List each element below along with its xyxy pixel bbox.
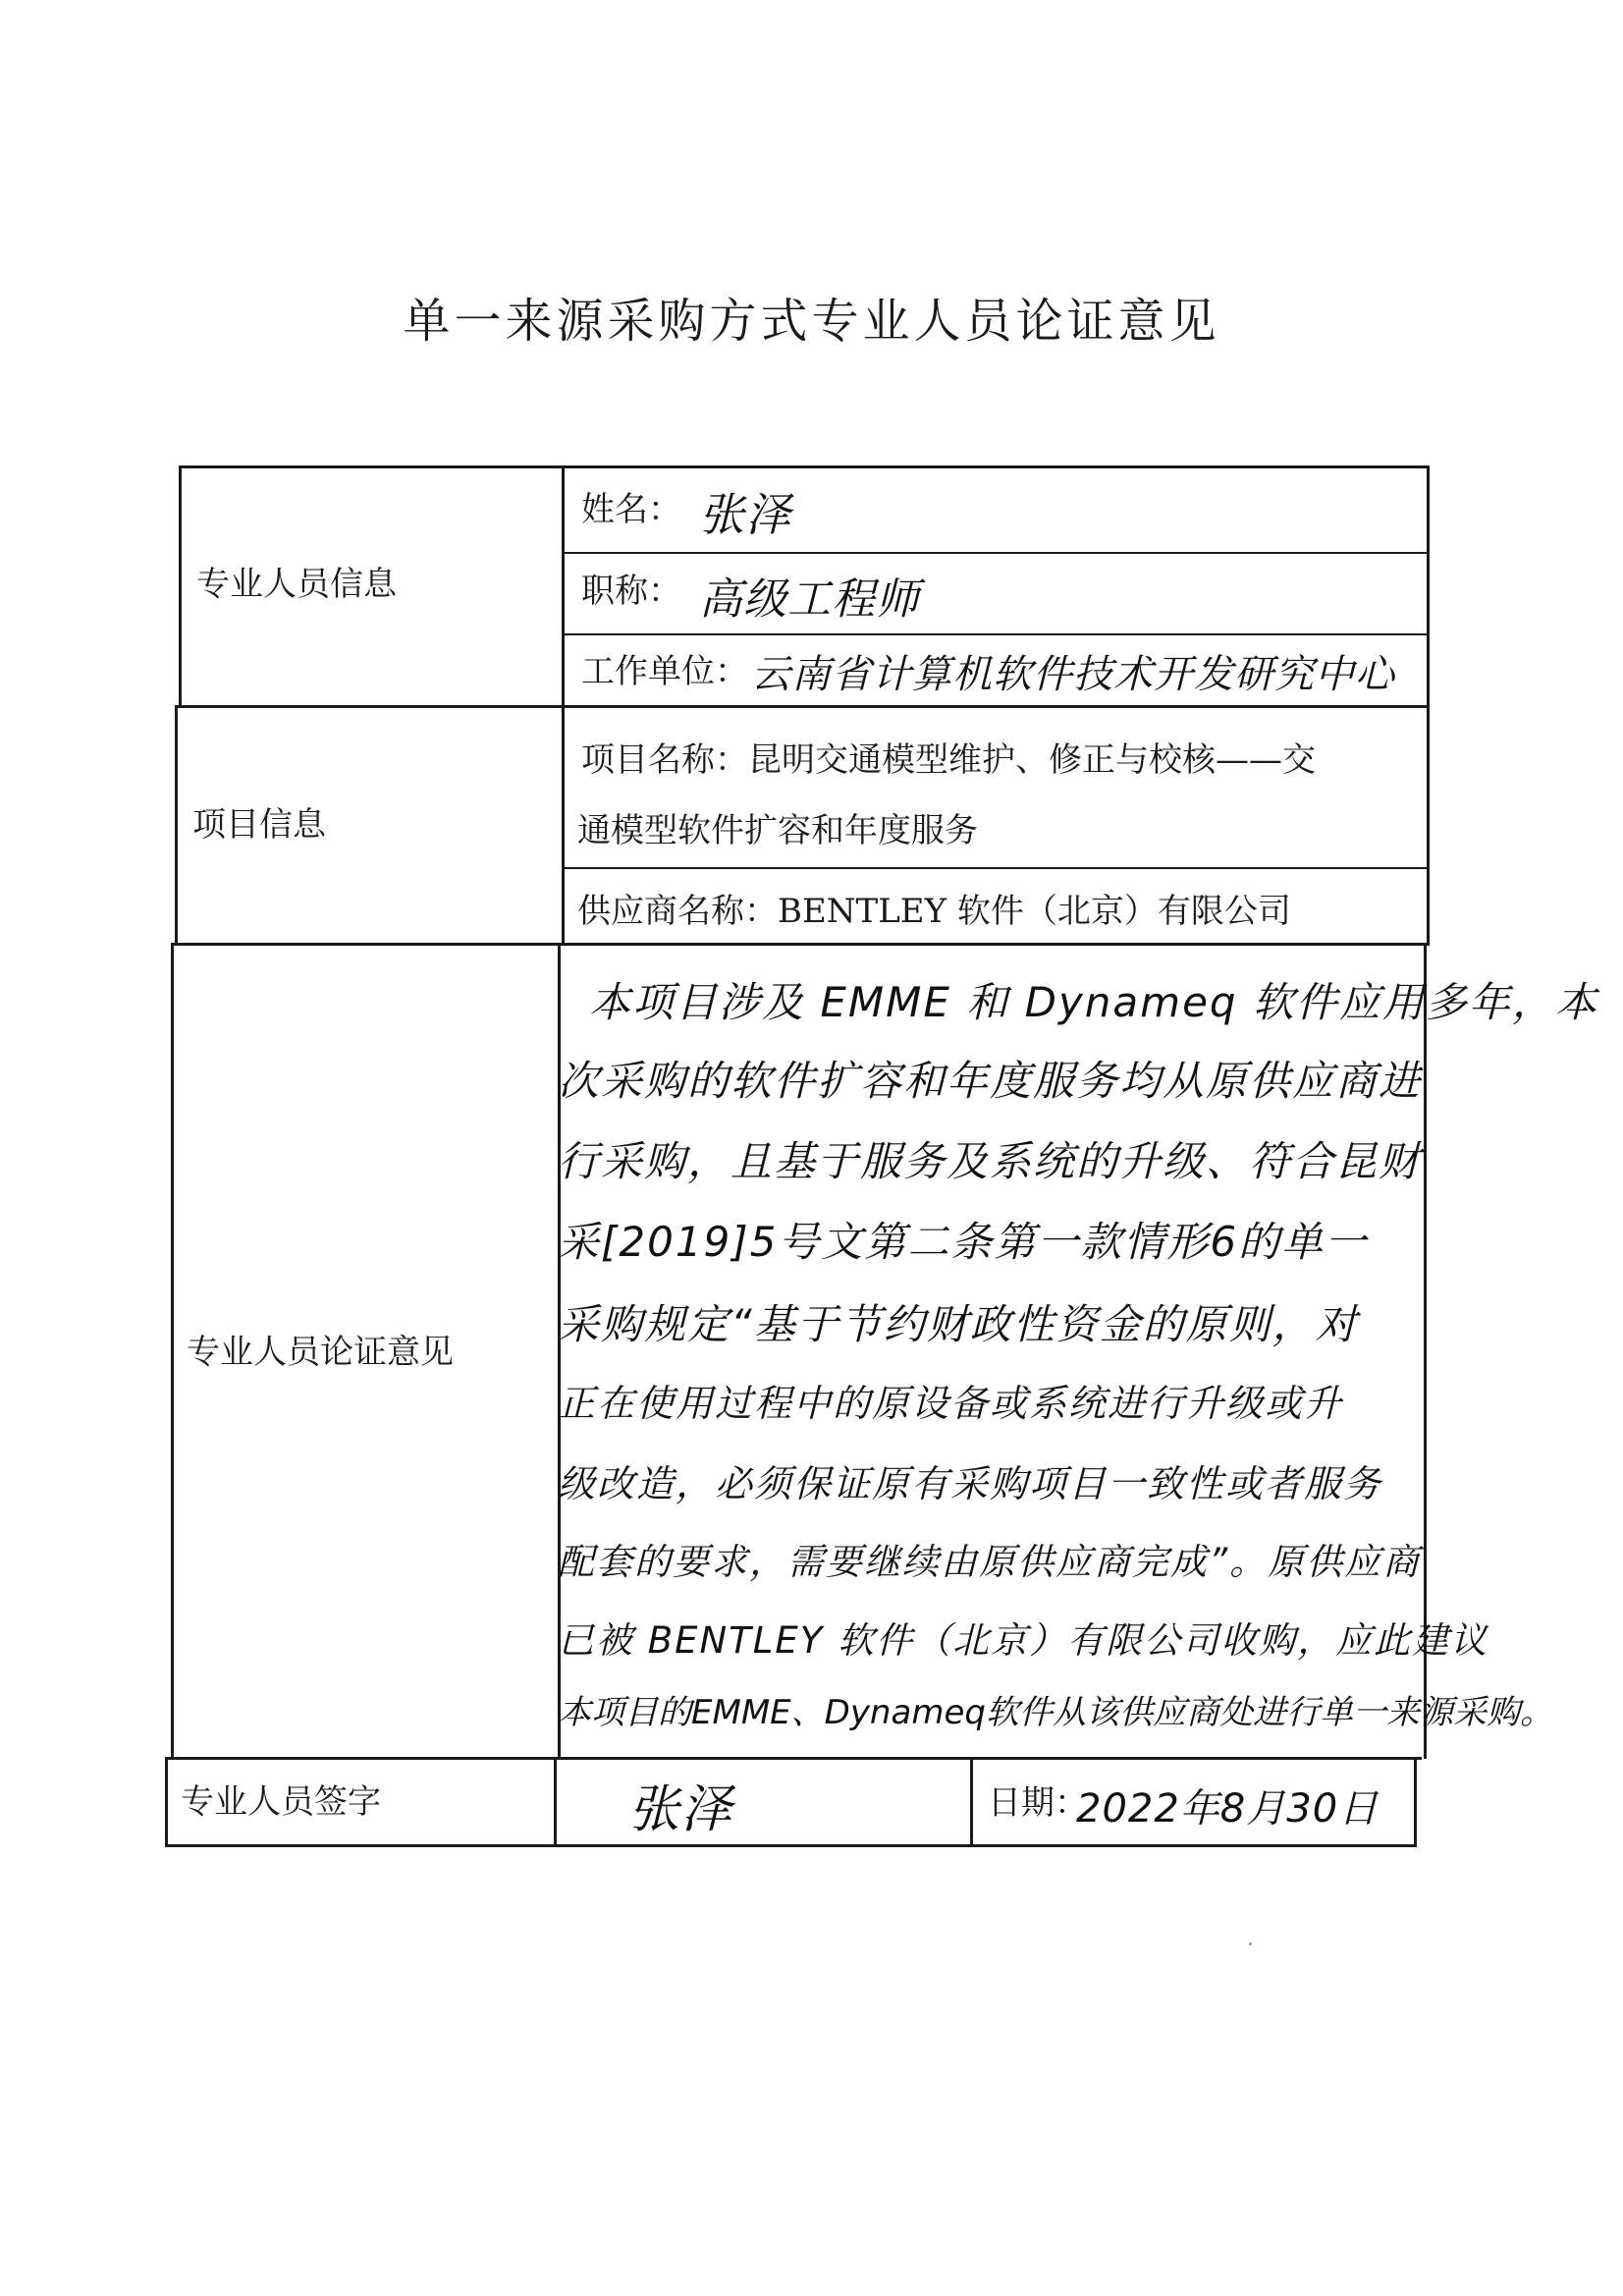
opinion-line: 行采购，且基于服务及系统的升级、符合昆财 bbox=[558, 1137, 1423, 1185]
opinion-line: 级改造，必须保证原有采购项目一致性或者服务 bbox=[558, 1462, 1383, 1505]
date-label: 日期： bbox=[988, 1783, 1088, 1823]
opinion-line: 采[2019]5号文第二条第一款情形6的单一 bbox=[558, 1218, 1369, 1266]
project-name-line1: 项目名称：昆明交通模型维护、修正与校核——交 bbox=[581, 740, 1316, 780]
rank-label: 职称： bbox=[581, 572, 681, 611]
supplier-name: 供应商名称：BENTLEY 软件（北京）有限公司 bbox=[577, 892, 1291, 931]
table-border-left bbox=[175, 705, 178, 945]
table-border-top bbox=[181, 465, 1430, 468]
scan-speck bbox=[1249, 1942, 1252, 1945]
column-divider bbox=[562, 465, 565, 945]
table-border-left bbox=[171, 943, 174, 1759]
opinion-line: 本项目涉及 EMME 和 Dynameq 软件应用多年，本 bbox=[589, 978, 1598, 1026]
signature-label: 专业人员签字 bbox=[181, 1782, 381, 1822]
column-divider bbox=[554, 1757, 557, 1846]
opinion-line: 本项目的EMME、Dynameq软件从该供应商处进行单一来源采购。 bbox=[558, 1693, 1553, 1732]
unit-value: 云南省计算机软件技术开发研究中心 bbox=[751, 652, 1395, 697]
opinion-line: 已被 BENTLEY 软件（北京）有限公司收购，应此建议 bbox=[558, 1619, 1489, 1662]
name-value: 张泽 bbox=[699, 488, 791, 541]
page-title: 单一来源采购方式专业人员论证意见 bbox=[403, 294, 1220, 349]
section-divider bbox=[173, 943, 1430, 946]
table-border-right bbox=[1414, 1757, 1417, 1846]
table-border-left bbox=[179, 465, 182, 706]
opinion-line: 次采购的软件扩容和年度服务均从原供应商进 bbox=[558, 1057, 1423, 1105]
opinion-line: 配套的要求，需要继续由原供应商完成”。原供应商 bbox=[558, 1541, 1422, 1583]
row-divider bbox=[564, 867, 1430, 869]
opinion-line: 正在使用过程中的原设备或系统进行升级或升 bbox=[558, 1382, 1344, 1425]
rank-value: 高级工程师 bbox=[699, 574, 920, 625]
table-border-right bbox=[1427, 465, 1430, 945]
table-border-left bbox=[165, 1757, 168, 1846]
column-divider bbox=[970, 1757, 973, 1846]
row-divider bbox=[564, 552, 1430, 554]
opinion-line: 采购规定“基于节约财政性资金的原则，对 bbox=[558, 1300, 1359, 1348]
personnel-info-label: 专业人员信息 bbox=[196, 565, 397, 604]
project-name-line2: 通模型软件扩容和年度服务 bbox=[577, 811, 978, 850]
section-divider bbox=[177, 705, 1430, 708]
signature: 张泽 bbox=[628, 1780, 733, 1839]
unit-label: 工作单位： bbox=[581, 652, 748, 691]
date-value: 2022年8月30日 bbox=[1076, 1786, 1380, 1831]
opinion-label: 专业人员论证意见 bbox=[187, 1333, 454, 1372]
table-border-bottom bbox=[165, 1844, 1417, 1847]
project-info-label: 项目信息 bbox=[192, 805, 326, 845]
name-label: 姓名： bbox=[581, 490, 681, 529]
row-divider bbox=[564, 633, 1430, 635]
section-divider bbox=[167, 1757, 1422, 1760]
